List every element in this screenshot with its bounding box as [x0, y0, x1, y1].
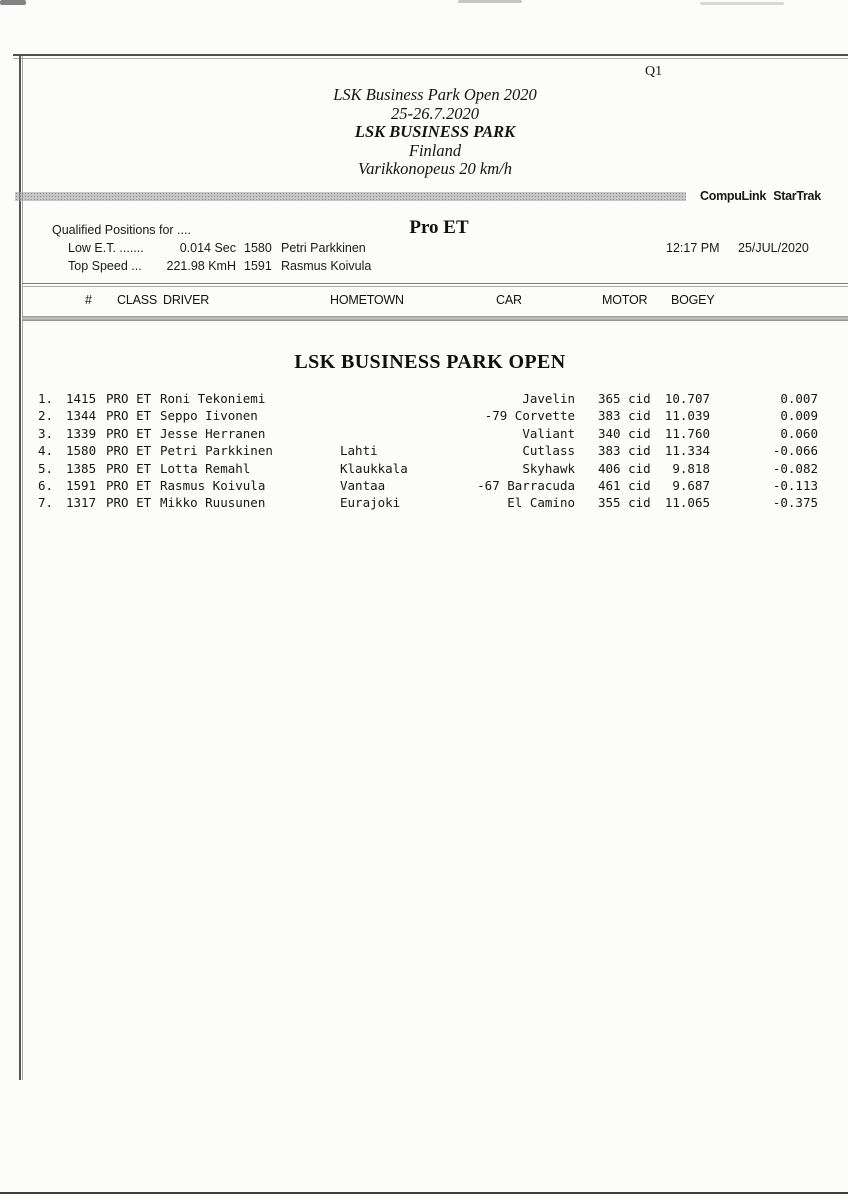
row-bogey: 11.065: [664, 495, 710, 511]
row-position: 3.: [38, 425, 54, 441]
row-hometown: Klaukkala: [340, 460, 408, 476]
header-band-top-rule: [22, 283, 848, 287]
row-bogey: 10.707: [664, 391, 710, 406]
low-et-value: 0.014 Sec: [179, 241, 236, 255]
row-car-number: 1317: [66, 495, 97, 511]
low-et-driver: Petri Parkkinen: [281, 241, 366, 255]
row-hometown: Lahti: [340, 443, 378, 459]
row-bogey: 11.334: [664, 443, 710, 459]
row-driver: Petri Parkkinen: [160, 443, 273, 459]
event-name: LSK Business Park Open 2020: [333, 85, 537, 104]
column-header-driver: DRIVER: [163, 293, 210, 307]
row-driver: Lotta Remahl: [160, 460, 251, 476]
low-et-label: Low E.T. .......: [68, 241, 144, 255]
row-car-number: 1344: [66, 408, 97, 424]
results-table-title: LSK BUSINESS PARK OPEN: [294, 351, 566, 373]
scan-artifact: [0, 0, 26, 5]
halftone-divider: [15, 192, 686, 201]
row-margin: 0.007: [780, 391, 818, 406]
row-bogey: 9.687: [672, 477, 710, 493]
row-class: PRO ET: [106, 495, 152, 511]
header-band-bottom-rule: [22, 316, 848, 321]
row-driver: Jesse Herranen: [160, 425, 266, 441]
table-row: [0, 426, 848, 443]
row-bogey: 11.039: [664, 408, 710, 424]
top-speed-label: Top Speed ...: [68, 259, 142, 273]
row-position: 1.: [38, 391, 54, 406]
row-margin: -0.082: [772, 460, 818, 476]
row-driver: Mikko Ruusunen: [160, 495, 266, 511]
class-title: Pro ET: [409, 217, 469, 238]
row-margin: -0.375: [772, 495, 818, 511]
row-motor: 383 cid: [598, 443, 651, 459]
row-bogey: 11.760: [664, 425, 710, 441]
row-motor: 383 cid: [598, 408, 651, 424]
column-header-position: #: [85, 293, 92, 307]
row-car: Valiant: [522, 425, 575, 441]
row-position: 5.: [38, 460, 54, 476]
print-time: 12:17 PM: [666, 241, 720, 255]
page-edge-top-line: [13, 54, 848, 59]
row-class: PRO ET: [106, 408, 152, 424]
event-country: Finland: [408, 140, 462, 160]
row-car: -67 Barracuda: [477, 477, 575, 493]
column-header-car: CAR: [496, 293, 522, 307]
row-margin: -0.113: [772, 477, 818, 493]
top-speed-value: 221.98 KmH: [166, 259, 236, 273]
row-class: PRO ET: [106, 460, 152, 476]
session-label: Q1: [645, 64, 663, 79]
row-car-number: 1415: [66, 391, 97, 406]
row-motor: 340 cid: [598, 425, 651, 441]
qualified-positions-label: Qualified Positions for ....: [52, 223, 191, 237]
row-position: 7.: [38, 495, 54, 511]
scan-artifact: [700, 2, 784, 5]
table-row: [0, 478, 848, 495]
column-header-class: CLASS: [117, 293, 157, 307]
row-margin: 0.009: [780, 408, 818, 424]
row-position: 6.: [38, 477, 54, 493]
event-dates: 25-26.7.2020: [391, 103, 479, 123]
row-motor: 355 cid: [598, 495, 651, 511]
row-class: PRO ET: [106, 391, 152, 406]
column-header-motor: MOTOR: [602, 293, 648, 307]
low-et-car-number: 1580: [244, 241, 272, 255]
top-speed-car-number: 1591: [244, 259, 272, 273]
top-speed-driver: Rasmus Koivula: [281, 259, 372, 273]
table-row: [0, 443, 848, 460]
row-motor: 365 cid: [598, 391, 651, 406]
row-bogey: 9.818: [672, 460, 710, 476]
event-venue: LSK BUSINESS PARK: [354, 122, 516, 142]
row-driver: Rasmus Koivula: [160, 477, 266, 493]
row-car: El Camino: [507, 495, 575, 511]
row-position: 4.: [38, 443, 54, 459]
column-header-bogey: BOGEY: [671, 293, 715, 307]
row-car: -79 Corvette: [484, 408, 575, 424]
row-hometown: Vantaa: [340, 477, 386, 493]
scan-artifact: [458, 0, 522, 3]
print-date: 25/JUL/2020: [738, 241, 809, 255]
row-class: PRO ET: [106, 477, 152, 493]
row-car-number: 1385: [66, 460, 97, 476]
row-car-number: 1591: [66, 477, 97, 493]
event-header: [0, 86, 848, 179]
table-row: [0, 495, 848, 512]
row-driver: Roni Tekoniemi: [160, 391, 266, 406]
row-car: Javelin: [522, 391, 575, 406]
row-car: Skyhawk: [522, 460, 575, 476]
row-car: Cutlass: [522, 443, 575, 459]
row-motor: 461 cid: [598, 477, 651, 493]
row-class: PRO ET: [106, 443, 152, 459]
results-rows: [0, 391, 848, 513]
row-hometown: Eurajoki: [340, 495, 401, 511]
table-row: [0, 408, 848, 425]
row-margin: 0.060: [780, 425, 818, 441]
table-row: [0, 391, 848, 408]
table-row: [0, 461, 848, 478]
row-car-number: 1580: [66, 443, 97, 459]
row-motor: 406 cid: [598, 460, 651, 476]
row-driver: Seppo Iivonen: [160, 408, 258, 424]
row-class: PRO ET: [106, 425, 152, 441]
column-header-hometown: HOMETOWN: [330, 293, 404, 307]
page-edge-bottom-line: [0, 1192, 848, 1194]
event-note: Varikkonopeus 20 km/h: [358, 159, 512, 179]
row-position: 2.: [38, 408, 54, 424]
row-car-number: 1339: [66, 425, 97, 441]
timing-system-brand: CompuLink StarTrak: [700, 189, 821, 203]
row-margin: -0.066: [772, 443, 818, 459]
